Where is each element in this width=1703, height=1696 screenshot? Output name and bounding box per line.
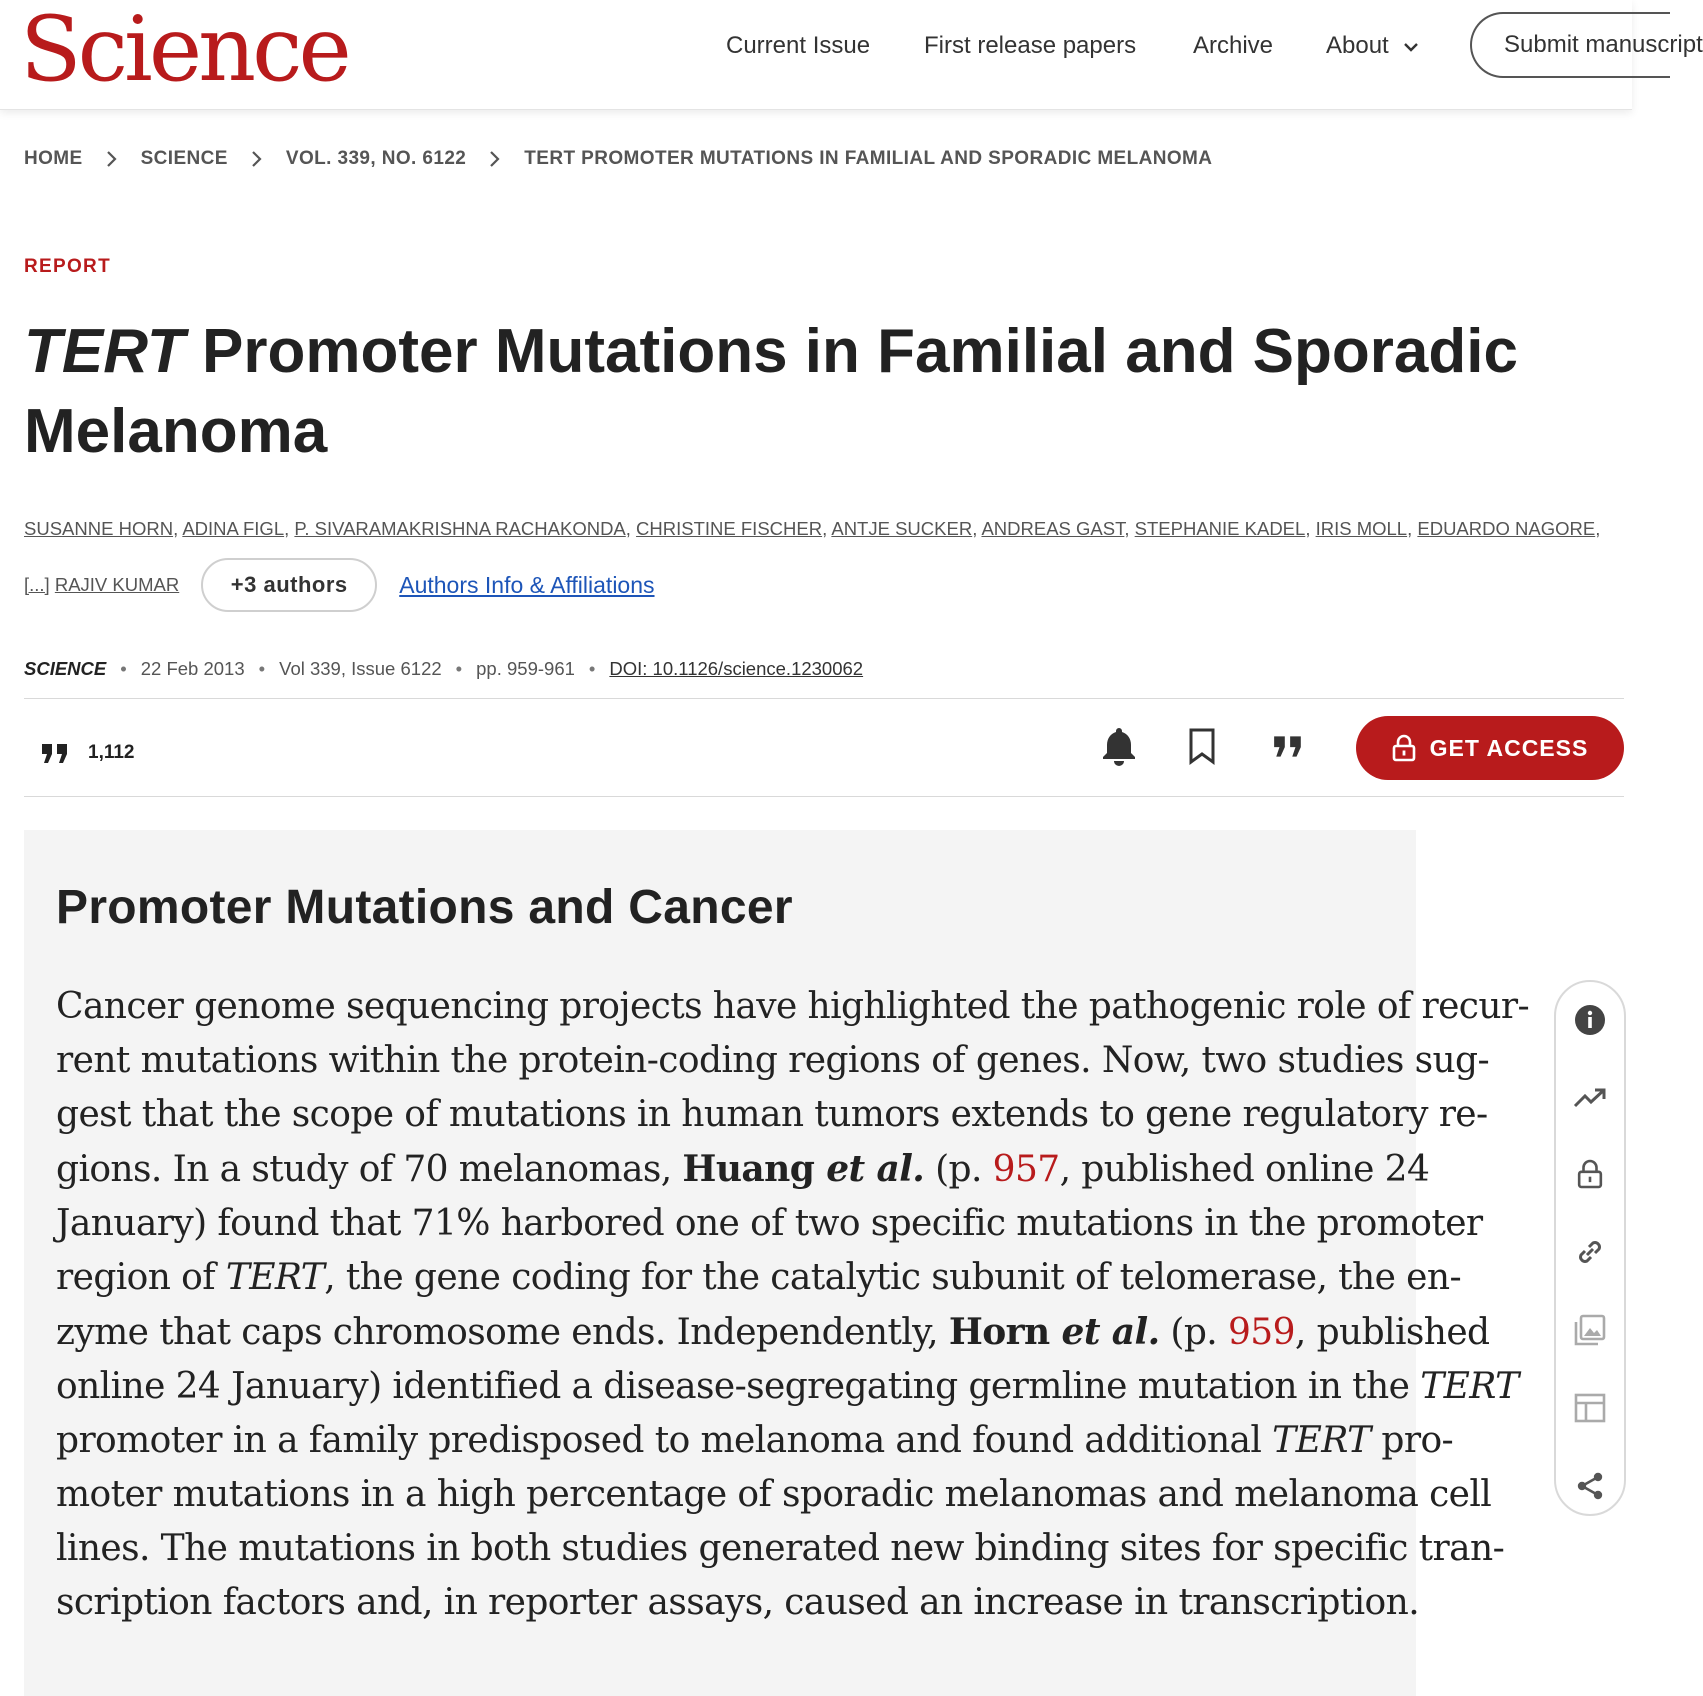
info-icon [1574, 1004, 1606, 1036]
separator-dot: • [120, 658, 127, 679]
article-meta [24, 658, 863, 680]
top-navigation-bar [0, 0, 1703, 110]
summary-line: January) found that 71% harbored one of two specific mutations in the promoter [56, 1203, 1483, 1244]
tables-button[interactable] [1568, 1386, 1612, 1430]
article-side-toolbar [1554, 980, 1626, 1516]
author-link[interactable]: CHRISTINE FISCHER [636, 518, 823, 539]
breadcrumb [24, 148, 1212, 170]
page-link-959[interactable]: 959 [1227, 1312, 1295, 1353]
image-icon [1573, 1313, 1607, 1347]
summary-line: lines. The mutations in both studies generated new binding sites for specific tran- [56, 1528, 1505, 1569]
citation-count[interactable] [40, 742, 135, 764]
title-gene-name: TERT [24, 317, 185, 386]
author-link[interactable]: IRIS MOLL [1315, 518, 1408, 539]
author-list-row2 [24, 558, 655, 612]
summary-line: promoter in a family predisposed to melanoma and found additional TERT pro- [56, 1420, 1454, 1461]
bell-icon [1100, 725, 1138, 767]
nav-current-issue[interactable]: Current Issue [726, 32, 871, 59]
authors-info-affiliations-link[interactable]: Authors Info & Affiliations [399, 571, 655, 598]
author-list: SUSANNE HORN, ADINA FIGL, P. SIVARAMAKRISHNA RACHAKONDA, CHRISTINE FISCHER, ANTJE SUCKER, ANDREAS GAST, STEPHANIE KADEL, IRIS MOLL, EDUARDO NAGORE, [24, 518, 1601, 539]
alert-bell-button[interactable] [1095, 722, 1143, 770]
nav-about-label: About [1326, 32, 1389, 59]
science-logo[interactable]: Science [20, 0, 348, 102]
cite-button[interactable] [1264, 722, 1312, 770]
metrics-button[interactable] [1568, 1076, 1612, 1120]
summary-line: Cancer genome sequencing projects have highlighted the pathogenic role of recur- [56, 986, 1530, 1027]
bookmark-button[interactable] [1178, 722, 1226, 770]
chevron-right-icon [105, 150, 119, 168]
divider [24, 698, 1624, 699]
article-info-button[interactable] [1568, 998, 1612, 1042]
citation-count-value: 1,112 [88, 742, 135, 763]
breadcrumb-volume[interactable]: VOL. 339, NO. 6122 [285, 148, 467, 169]
author-link[interactable]: RAJIV KUMAR [54, 574, 180, 595]
nav-first-release-papers[interactable]: First release papers [924, 32, 1137, 59]
nav-archive[interactable]: Archive [1193, 32, 1274, 59]
lock-icon [1392, 734, 1416, 762]
summary-line: online 24 January) identified a disease-segregating germline mutation in the TERT [56, 1366, 1519, 1407]
access-button[interactable] [1568, 1152, 1612, 1196]
get-access-label: GET ACCESS [1429, 734, 1589, 761]
bookmark-icon [1187, 727, 1217, 765]
journal-name: SCIENCE [24, 658, 107, 679]
summary-line: gest that the scope of mutations in human tumors extends to gene regulatory re- [56, 1094, 1488, 1135]
author-name: Huang [682, 1148, 827, 1190]
separator-dot: • [588, 658, 596, 679]
chevron-down-icon [1403, 39, 1419, 55]
summary-line: rent mutations within the protein-coding regions of genes. Now, two studies sug- [56, 1040, 1490, 1081]
breadcrumb-current: TERT PROMOTER MUTATIONS IN FAMILIAL AND SPORADIC MELANOMA [524, 148, 1213, 169]
link-icon [1574, 1236, 1606, 1268]
quote-icon [1272, 734, 1304, 758]
divider [24, 796, 1624, 797]
lock-icon [1577, 1158, 1603, 1190]
breadcrumb-science[interactable]: SCIENCE [140, 148, 228, 169]
page-link-957[interactable]: 957 [992, 1149, 1060, 1190]
summary-line: region of TERT, the gene coding for the catalytic subunit of telomerase, the en- [56, 1257, 1462, 1298]
separator-dot: • [455, 658, 463, 679]
title-text-line2: Melanoma [24, 397, 328, 466]
summary-line: scription factors and, in reporter assays, caused an increase in transcription. [56, 1582, 1420, 1623]
trending-up-icon [1573, 1087, 1607, 1109]
summary-heading: Promoter Mutations and Cancer [56, 881, 793, 934]
author-link[interactable]: ANDREAS GAST [981, 518, 1125, 539]
quote-icon [40, 742, 70, 764]
chevron-right-icon [250, 150, 264, 168]
breadcrumb-home[interactable]: HOME [24, 148, 83, 169]
editor-summary [24, 830, 1530, 1696]
gene-name: TERT [1420, 1366, 1519, 1407]
publication-date: 22 Feb 2013 [140, 658, 245, 679]
separator-dot: • [258, 658, 266, 679]
summary-line: moter mutations in a high percentage of sporadic melanomas and melanoma cell [56, 1474, 1492, 1515]
more-authors-button[interactable]: +3 authors [201, 558, 377, 612]
author-link[interactable]: SUSANNE HORN [24, 518, 174, 539]
author-name: Horn [948, 1311, 1062, 1353]
volume-issue: Vol 339, Issue 6122 [279, 658, 442, 679]
chevron-right-icon [488, 150, 502, 168]
summary-body [56, 980, 1530, 1630]
author-link[interactable]: ADINA FIGL [182, 518, 285, 539]
figures-button[interactable] [1568, 1308, 1612, 1352]
article-type-label: REPORT [24, 256, 111, 277]
article-title [24, 312, 1564, 472]
table-icon [1574, 1393, 1606, 1423]
copy-link-button[interactable] [1568, 1230, 1612, 1274]
submit-manuscript-button[interactable]: Submit manuscript [1470, 12, 1670, 78]
page-range: pp. 959-961 [476, 658, 575, 679]
title-text: Promoter Mutations in Familial and Sporadic [184, 317, 1518, 386]
gene-name: TERT [1272, 1420, 1371, 1461]
author-link[interactable]: ANTJE SUCKER [831, 518, 973, 539]
summary-line: gions. In a study of 70 melanomas, Huang et al. (p. 957, published online 24 [56, 1148, 1430, 1190]
nav-about[interactable] [1326, 30, 1419, 62]
author-link[interactable]: STEPHANIE KADEL [1134, 518, 1306, 539]
doi-link[interactable]: DOI: 10.1126/science.1230062 [609, 658, 864, 679]
author-link[interactable]: P. SIVARAMAKRISHNA RACHAKONDA [294, 518, 626, 539]
get-access-button[interactable] [1356, 716, 1624, 780]
share-icon [1575, 1471, 1605, 1501]
gene-name: TERT [225, 1257, 325, 1298]
share-button[interactable] [1568, 1464, 1612, 1508]
summary-line: zyme that caps chromosome ends. Independently, Horn et al. (p. 959, published [56, 1311, 1490, 1353]
author-link[interactable]: EDUARDO NAGORE [1417, 518, 1596, 539]
author-ellipsis[interactable]: [...] [24, 574, 50, 595]
